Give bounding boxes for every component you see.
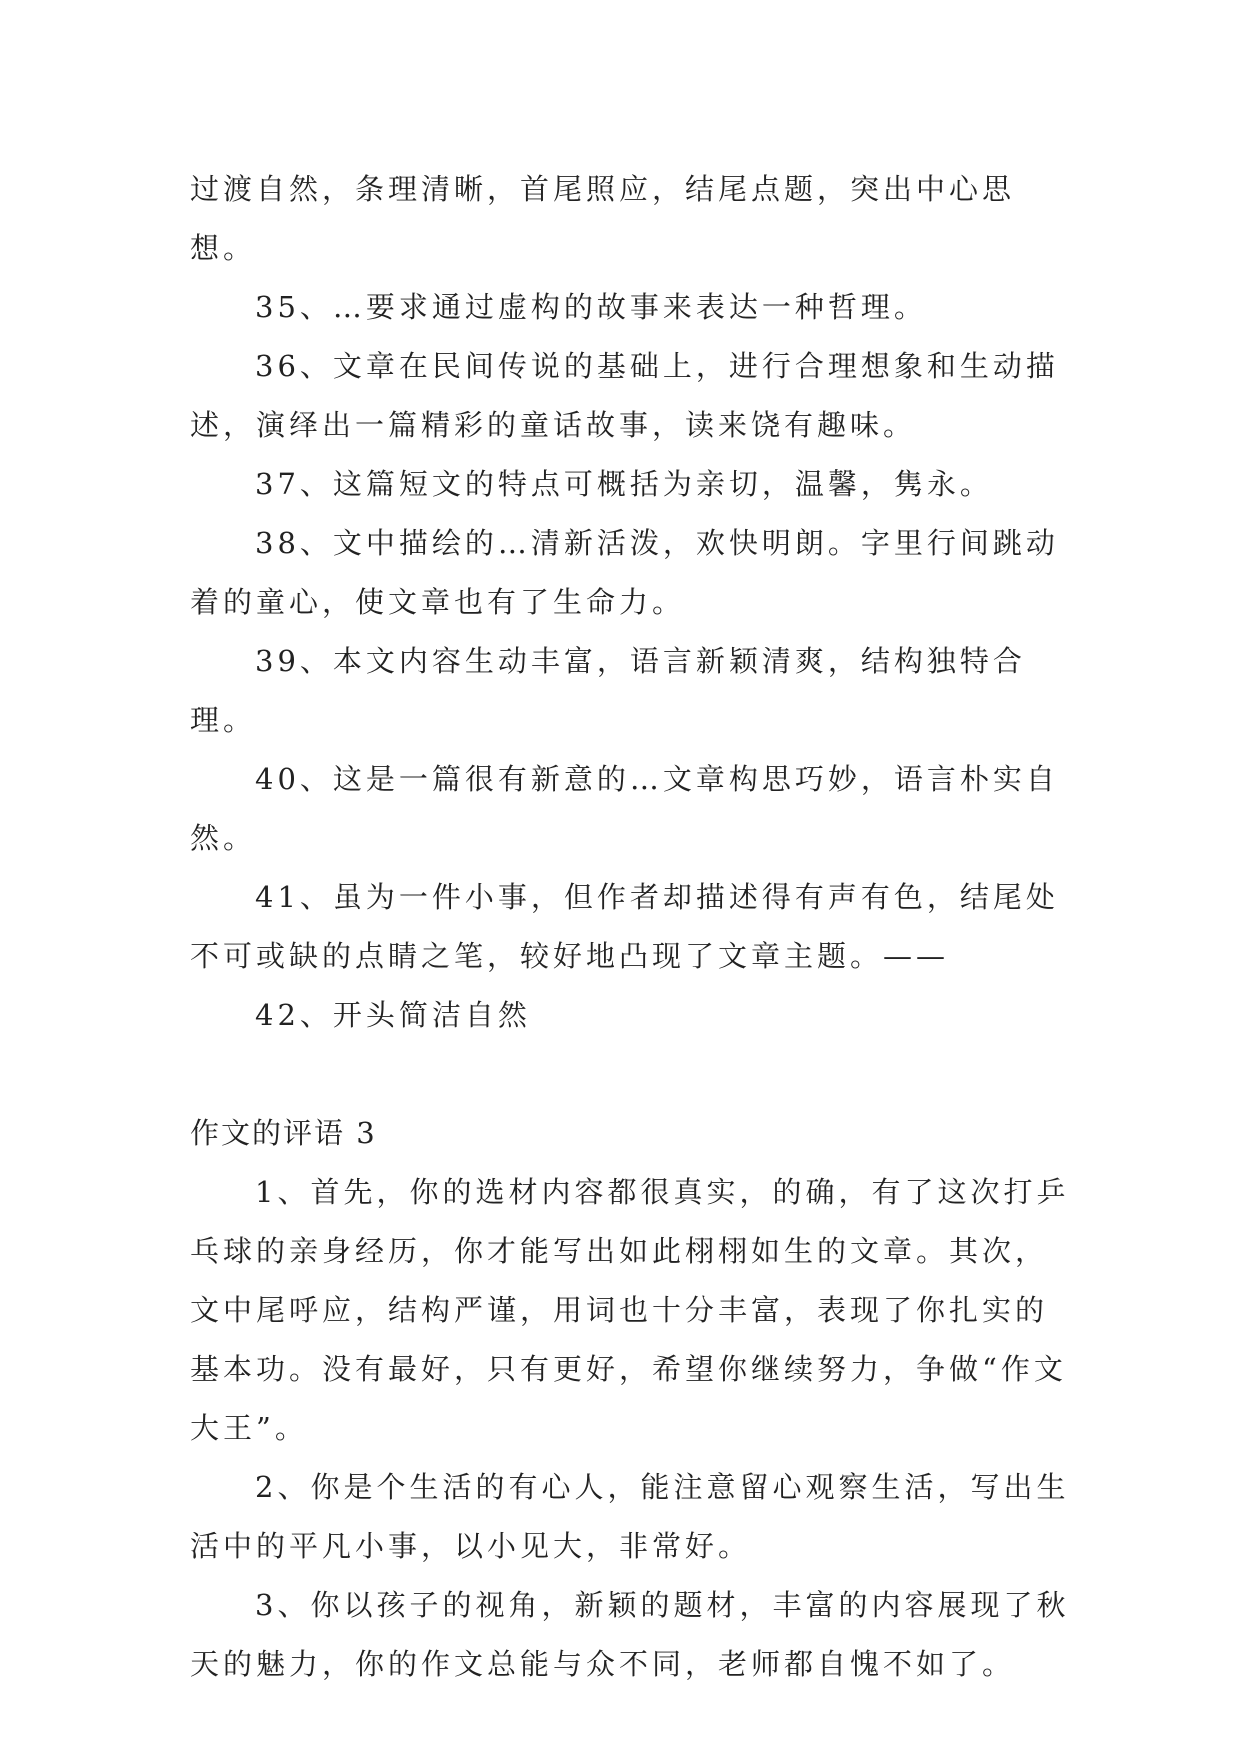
comment-item-2: 2、你是个生活的有心人，能注意留心观察生活，写出生活中的平凡小事，以小见大，非常好。 — [190, 1470, 1070, 1563]
comment-item-40: 40、这是一篇很有新意的…文章构思巧妙，语言朴实自然。 — [190, 762, 1059, 855]
comment-item-42: 42、开头简洁自然 — [255, 998, 531, 1032]
comment-item-37: 37、这篇短文的特点可概括为亲切，温馨，隽永。 — [255, 467, 993, 501]
document-body — [190, 160, 1070, 1694]
section-heading: 作文的评语 3 — [190, 1116, 377, 1150]
section-spacer — [190, 1045, 1070, 1104]
comment-item-41: 41、虽为一件小事，但作者却描述得有声有色，结尾处不可或缺的点睛之笔，较好地凸现了文章主题。—— — [190, 880, 1059, 973]
comment-item-36: 36、文章在民间传说的基础上，进行合理想象和生动描述，演绎出一篇精彩的童话故事，读来饶有趣味。 — [190, 349, 1059, 442]
comment-item-38: 38、文中描绘的…清新活泼，欢快明朗。字里行间跳动着的童心，使文章也有了生命力。 — [190, 526, 1059, 619]
comment-item-1: 1、首先，你的选材内容都很真实，的确，有了这次打乒乓球的亲身经历，你才能写出如此栩栩如生的文章。其次，文中尾呼应，结构严谨，用词也十分丰富，表现了你扎实的基本功。没有最好，只有更好，希望你继续努力，争做“作文大王”。 — [190, 1175, 1070, 1445]
comment-item-3: 3、你以孩子的视角，新颖的题材，丰富的内容展现了秋天的魅力，你的作文总能与众不同，老师都自愧不如了。 — [190, 1588, 1070, 1681]
comment-item-35: 35、…要求通过虚构的故事来表达一种哲理。 — [255, 290, 927, 324]
continuation-paragraph: 过渡自然，条理清晰，首尾照应，结尾点题，突出中心思想。 — [190, 172, 1016, 265]
comment-item-39: 39、本文内容生动丰富，语言新颖清爽，结构独特合理。 — [190, 644, 1026, 737]
